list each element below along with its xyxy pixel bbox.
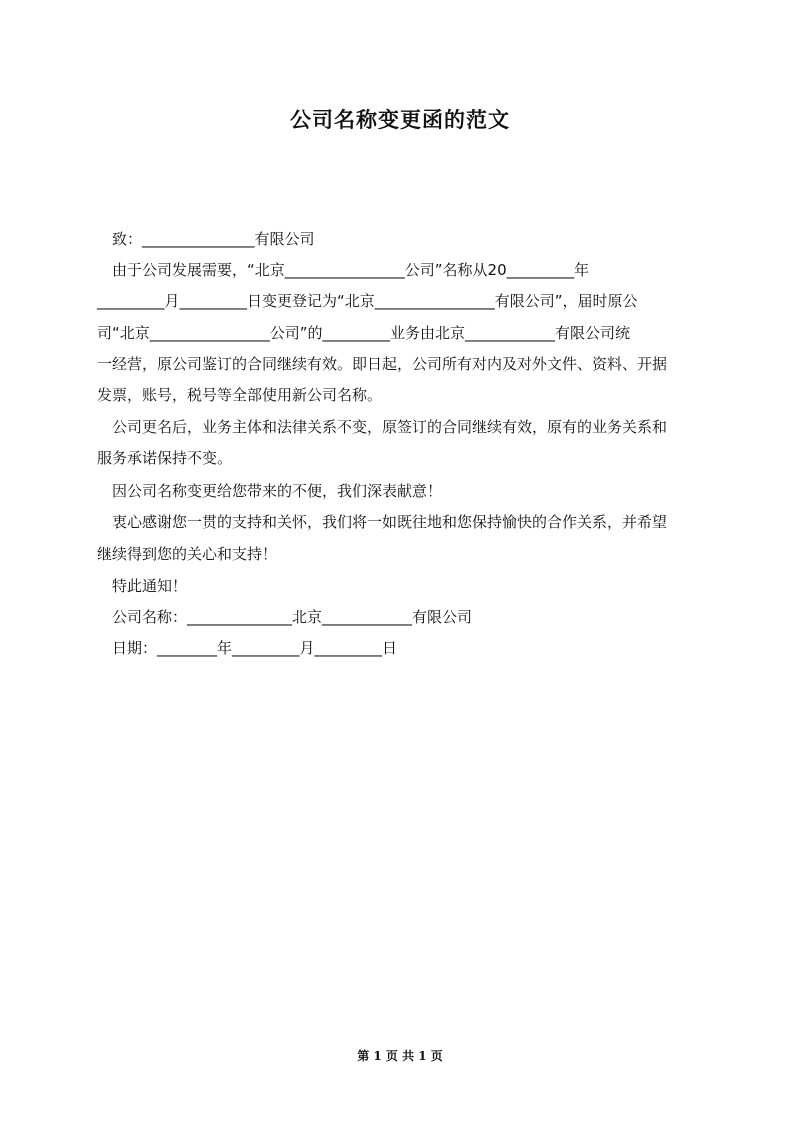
body-line-5: 发票，账号，税号等全部使用新公司名称。	[97, 386, 383, 404]
body-line-3: 司“北京________________公司”的_________业务由北京____________有限公司统	[97, 324, 631, 342]
salutation-line: 致：_______________有限公司	[97, 230, 315, 248]
body-line-1: 由于公司发展需要，“北京________________公司”名称从20_________年	[97, 261, 590, 279]
body-line-7: 服务承诺保持不变。	[97, 449, 233, 467]
document-title: 公司名称变更函的范文	[290, 108, 510, 132]
thanks-line-1: 衷心感谢您一贯的支持和关怀，我们将一如既往地和您保持愉快的合作关系，并希望	[97, 513, 668, 531]
body-line-6: 公司更名后，业务主体和法律关系不变，原签订的合同继续有效，原有的业务关系和	[97, 418, 668, 436]
body-line-4: 一经营，原公司鉴订的合同继续有效。即日起，公司所有对内及对外文件、资料、开据	[97, 355, 668, 373]
notice-line: 特此通知！	[97, 577, 188, 595]
date-line: 日期：________年_________月_________日	[97, 639, 398, 657]
page-footer: 第 1 页 共 1 页	[357, 1049, 443, 1063]
apology-line: 因公司名称变更给您带来的不便，我们深表献意！	[97, 482, 443, 500]
body-line-2: _________月_________日变更登记为“北京________________有限公司”，届时原公	[97, 292, 638, 310]
thanks-line-2: 继续得到您的关心和支持！	[97, 545, 278, 563]
company-name-line: 公司名称：______________北京____________有限公司	[97, 608, 473, 626]
